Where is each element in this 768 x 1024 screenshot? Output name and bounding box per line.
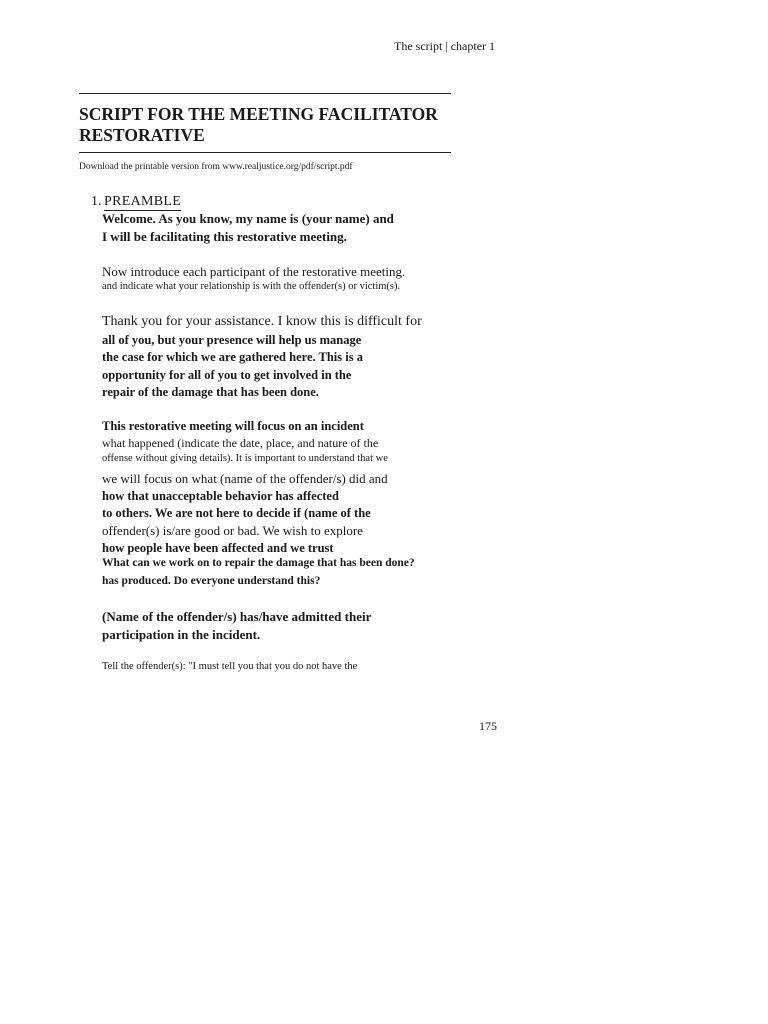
title-top-rule <box>79 93 451 94</box>
script-line: repair of the damage that has been done. <box>102 385 319 399</box>
script-line: how people have been affected and we trust <box>102 541 334 555</box>
title-bottom-rule <box>79 152 451 153</box>
script-line: all of you, but your presence will help us manage <box>102 333 362 347</box>
script-line: Welcome. As you know, my name is (your name) and <box>102 211 394 226</box>
script-line: What can we work on to repair the damage that has been done? <box>102 557 415 569</box>
instruction-line: Now introduce each participant of the restorative meeting. <box>102 264 406 279</box>
title-line-2: RESTORATIVE <box>79 125 205 145</box>
instruction-line: what happened (indicate the date, place, and nature of the <box>102 436 379 450</box>
script-line: how that unacceptable behavior has affected <box>102 489 339 503</box>
running-head: The script | chapter 1 <box>394 39 496 53</box>
script-line: (Name of the offender/s) has/have admitted their <box>102 609 372 624</box>
script-line: opportunity for all of you to get involved in the <box>102 368 352 382</box>
script-line: to others. We are not here to decide if (name of the <box>102 506 371 520</box>
instruction-line: and indicate what your relationship is with the offender(s) or victim(s). <box>102 281 401 292</box>
script-line: the case for which we are gathered here. This is a <box>102 350 363 364</box>
script-line: we will focus on what (name of the offender/s) did and <box>102 471 388 486</box>
download-note: Download the printable version from www.realjustice.org/pdf/script.pdf <box>79 162 353 172</box>
section-number: 1. <box>91 194 102 209</box>
instruction-line: Tell the offender(s): "I must tell you that you do not have the <box>102 661 358 672</box>
script-line: I will be facilitating this restorative meeting. <box>102 229 347 244</box>
section-heading: PREAMBLE <box>104 194 182 209</box>
title-line-1: SCRIPT FOR THE MEETING FACILITATOR <box>79 104 438 124</box>
page-number: 175 <box>479 719 497 733</box>
script-line: Thank you for your assistance. I know this is difficult for <box>102 314 422 329</box>
script-line: participation in the incident. <box>102 627 261 642</box>
script-line: This restorative meeting will focus on an incident <box>102 419 364 433</box>
instruction-line: offense without giving details). It is important to understand that we <box>102 453 388 464</box>
script-line: has produced. Do everyone understand this? <box>102 575 321 587</box>
page-title <box>79 104 438 146</box>
script-line: offender(s) is/are good or bad. We wish to explore <box>102 523 363 538</box>
